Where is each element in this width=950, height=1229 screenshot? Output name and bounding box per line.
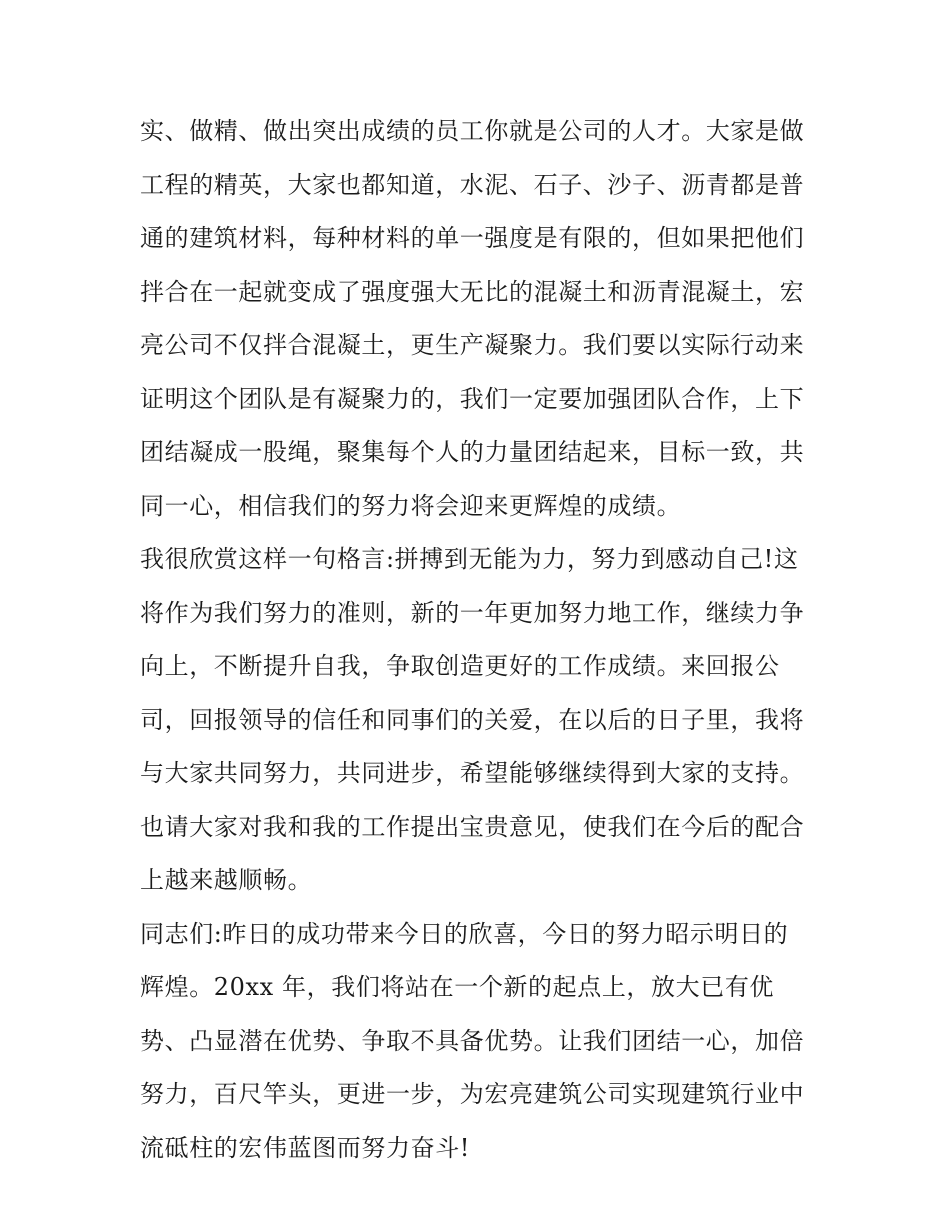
- text-line: 工程的精英，大家也都知道，水泥、石子、沙子、沥青都是普: [140, 170, 805, 199]
- text-line: 流砥柱的宏伟蓝图而努力奋斗!: [140, 1133, 471, 1162]
- text-line: 团结凝成一股绳，聚集每个人的力量团结起来，目标一致，共: [140, 438, 805, 466]
- text-line: 我很欣赏这样一句格言:拼搏到无能为力，努力到感动自己!这: [140, 545, 799, 573]
- text-line: 与大家共同努力，共同进步，希望能够继续得到大家的支持。: [140, 759, 805, 787]
- text-line: 上越来越顺畅。: [140, 866, 313, 894]
- body-text: [140, 105, 830, 1175]
- text-line: 通的建筑材料，每种材料的单一强度是有限的，但如果把他们: [140, 224, 805, 252]
- text-line: 将作为我们努力的准则，新的一年更加努力地工作，继续力争: [140, 598, 805, 627]
- text-line: 也请大家对我和我的工作提出宝贵意见，使我们在今后的配合: [140, 812, 805, 841]
- text-line: 司，回报领导的信任和同事们的关爱，在以后的日子里，我将: [140, 705, 805, 734]
- text-line: 证明这个团队是有凝聚力的，我们一定要加强团队合作，上下: [140, 384, 805, 413]
- text-line: 向上，不断提升自我，争取创造更好的工作成绩。来回报公: [140, 652, 780, 680]
- text-line: 同一心，相信我们的努力将会迎来更辉煌的成绩。: [140, 491, 682, 520]
- text-line: 辉煌。20xx 年，我们将站在一个新的起点上，放大已有优: [140, 973, 775, 1001]
- text-line: 亮公司不仅拌合混凝土，更生产凝聚力。我们要以实际行动来: [140, 331, 805, 359]
- text-line: 努力，百尺竿头，更进一步，为宏亮建筑公司实现建筑行业中: [140, 1080, 805, 1108]
- text-line: 同志们:昨日的成功带来今日的欣喜，今日的努力昭示明日的: [140, 919, 789, 948]
- text-line: 实、做精、做出突出成绩的员工你就是公司的人才。大家是做: [140, 117, 805, 145]
- text-line: 势、凸显潜在优势、争取不具备优势。让我们团结一心，加倍: [140, 1026, 805, 1055]
- text-line: 拌合在一起就变成了强度强大无比的混凝土和沥青混凝土，宏: [140, 277, 805, 306]
